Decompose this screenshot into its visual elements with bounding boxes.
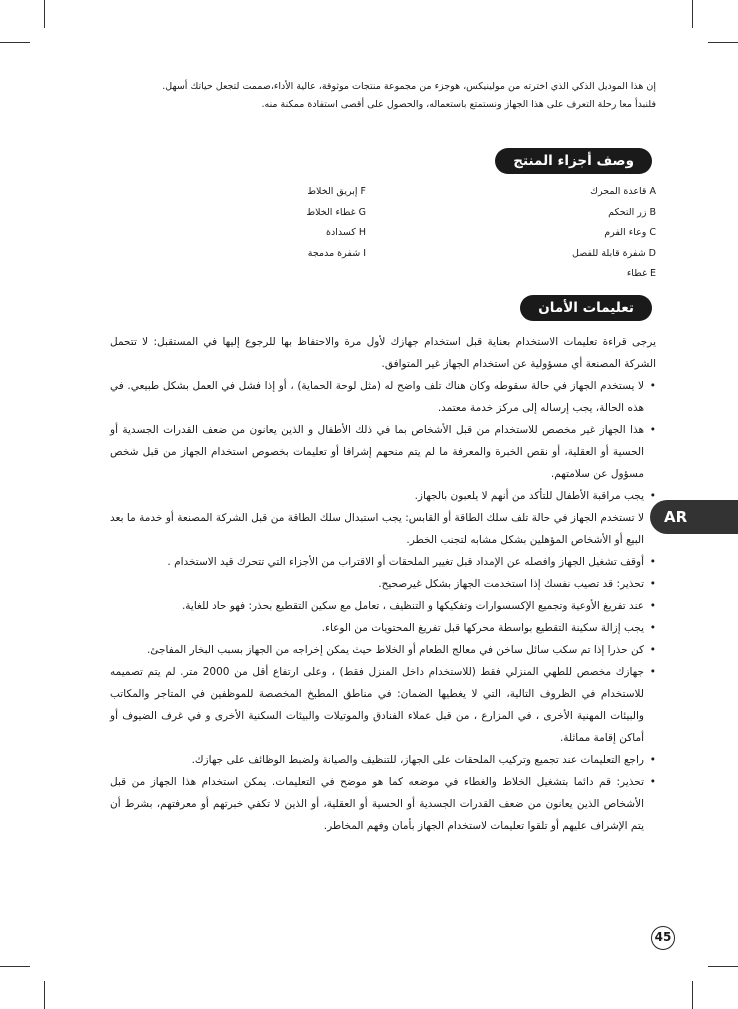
page-content — [110, 78, 656, 837]
safety-item: • عند تفريغ الأوعية وتجميع الإكسسوارات وتفكيكها و التنظيف ، تعامل مع سكين التقطيع بحذر: فهو حاد للغاية. — [110, 595, 656, 617]
safety-instructions — [110, 331, 656, 837]
part-item: B زر التحكم — [608, 206, 656, 218]
safety-item: • كن حذرا إذا تم سكب سائل ساخن في معالج الطعام أو الخلاط حيث يمكن إخراجه من الجهاز بسبب البخار المفاجئ. — [110, 639, 656, 661]
parts-list — [110, 182, 656, 285]
part-item: C وعاء الفرم — [604, 227, 656, 238]
part-item: E غطاء — [626, 268, 656, 279]
crop-mark — [708, 966, 738, 967]
crop-mark — [692, 0, 693, 28]
crop-mark — [0, 42, 30, 43]
part-item: I شفرة مدمجة — [307, 247, 366, 259]
parts-column-right — [366, 182, 656, 285]
safety-item: • لا تستخدم الجهاز في حالة تلف سلك الطاقة أو القابس: يجب استبدال سلك الطاقة من قبل الشركة المصنعة أو خدمة ما بعد البيع أو الأشخاص المؤهلين بشكل مشابه لتجنب الخطر. — [110, 507, 656, 551]
safety-intro: يرجى قراءة تعليمات الاستخدام بعناية قبل استخدام جهازك لأول مرة والاحتفاظ بها للرجوع إليها في المستقبل: لا تتحمل الشركة المصنعة أي مسؤولية عن استخدام الجهاز غير المتوافق. — [110, 335, 656, 370]
safety-item: • جهازك مخصص للطهي المنزلي فقط (للاستخدام داخل المنزل فقط) ، وعلى ارتفاع أقل من 2000 متر. لم يتم تصميمه للاستخدام في الظروف التالية، التي لا يغطيها الضمان: في مناطق المطبخ المخصصة للموظفين في المتاجر والمكاتب والبيئات المهنية الأخرى ، في المزارع ، من قبل عملاء الفنادق والموتيلات والبيئات السكنية الأخرى و في غرف الضيوف أو أماكن إقامة مماثلة. — [110, 661, 656, 749]
parts-column-left — [166, 182, 366, 285]
safety-item: • يجب إزالة سكينة التقطيع بواسطة محركها قبل تفريغ المحتويات من الوعاء. — [110, 617, 656, 639]
safety-heading: تعليمات الأمان — [520, 295, 652, 321]
crop-mark — [0, 966, 30, 967]
safety-item: • يجب مراقبة الأطفال للتأكد من أنهم لا يلعبون بالجهاز. — [110, 485, 656, 507]
safety-item: • تحذير: قد تصيب نفسك إذا استخدمت الجهاز بشكل غيرصحيح. — [110, 573, 656, 595]
part-item: A قاعدة المحرك — [590, 186, 656, 197]
crop-mark — [44, 981, 45, 1009]
crop-mark — [692, 981, 693, 1009]
page-number: 45 — [651, 926, 675, 950]
intro — [110, 78, 656, 114]
language-tab: AR — [650, 500, 738, 534]
parts-heading: وصف أجزاء المنتج — [495, 148, 652, 174]
crop-mark — [44, 0, 45, 28]
safety-list — [110, 375, 656, 837]
safety-item: • راجع التعليمات عند تجميع وتركيب الملحقات على الجهاز، للتنظيف والصيانة ولضبط الوظائف على جهازك. — [110, 749, 656, 771]
part-item: D شفرة قابلة للفصل — [572, 247, 656, 259]
part-item: G غطاء الخلاط — [306, 206, 366, 218]
part-item: F إبريق الخلاط — [307, 186, 366, 197]
safety-item: • أوقف تشغيل الجهاز وافصله عن الإمداد قبل تغيير الملحقات أو الاقتراب من الأجزاء التي تتحرك قيد الاستخدام . — [110, 551, 656, 573]
intro-line: إن هذا الموديل الذكي الذي اخترته من مولينيكس، هوجزء من مجموعة منتجات موثوقة، عالية الأداء،صممت لتجعل حياتك أسهل. — [162, 81, 656, 92]
safety-item: • هذا الجهاز غير مخصص للاستخدام من قبل الأشخاص بما في ذلك الأطفال و الذين يعانون من ضعف القدرات الجسدية أو الحسية أو العقلية، أو نقص الخبرة والمعرفة ما لم يتم منحهم إشرافا أو تعليمات بخصوص استخدام الجهاز من قبل شخص مسؤول عن سلامتهم. — [110, 419, 656, 485]
intro-line: فلنبدأ معا رحلة التعرف على هذا الجهاز ونستمتع باستعماله، والحصول على أقصى استفادة ممكنة منه. — [261, 99, 656, 110]
safety-item: • لا يستخدم الجهاز في حالة سقوطه وكان هناك تلف واضح له (مثل لوحة الحماية) ، أو إذا فشل في العمل بشكل طبيعي. في هذه الحالة، يجب إرساله إلى مركز خدمة معتمد. — [110, 375, 656, 419]
part-item: H كسدادة — [325, 227, 366, 238]
safety-item: • تحذير: قم دائما بتشغيل الخلاط والغطاء في موضعه كما هو موضح في التعليمات. يمكن استخدام هذا الجهاز من قبل الأشخاص الذين يعانون من ضعف القدرات الجسدية أو الحسية أو العقلية، أو الذين لا تكفي خبرتهم أو معرفتهم، بشرط أن يتم الإشراف عليهم أو تلقوا تعليمات لاستخدام الجهاز بأمان وفهم المخاطر. — [110, 771, 656, 837]
crop-mark — [708, 42, 738, 43]
